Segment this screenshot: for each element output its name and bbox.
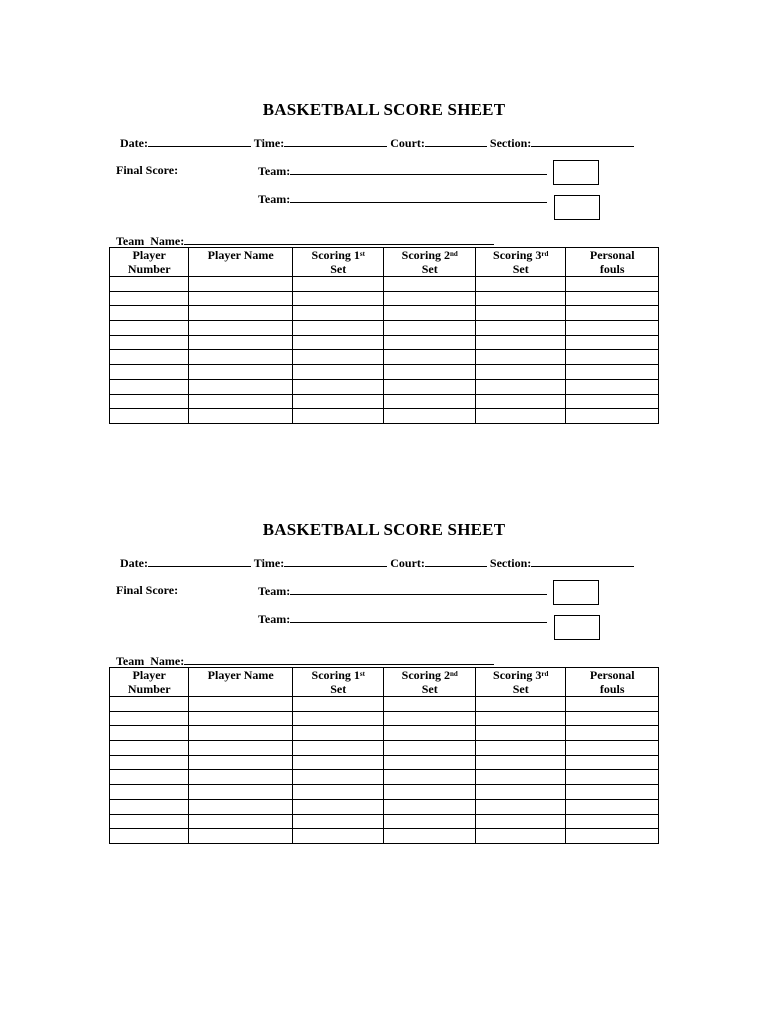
scoring-3rd-set-cell[interactable]	[475, 799, 565, 814]
table-row	[110, 770, 659, 785]
personal-fouls-cell[interactable]	[566, 277, 659, 292]
scoring-1st-set-cell[interactable]	[292, 785, 384, 800]
player-number-cell[interactable]	[110, 291, 189, 306]
table-header-row	[110, 248, 659, 277]
scoring-3rd-set-cell[interactable]	[475, 291, 565, 306]
scoring-1st-set-cell[interactable]	[292, 394, 384, 409]
score-table	[109, 667, 659, 844]
column-header-scoring-1st-set: Scoring 1st Set	[292, 248, 384, 277]
table-row	[110, 741, 659, 756]
player-name-cell[interactable]	[189, 829, 293, 844]
team-2-field[interactable]	[290, 191, 547, 203]
personal-fouls-cell[interactable]	[566, 335, 659, 350]
player-name-cell[interactable]	[189, 799, 293, 814]
scoring-2nd-set-cell[interactable]	[384, 741, 476, 756]
scoring-2nd-set-cell[interactable]	[384, 697, 476, 712]
scoring-2nd-set-cell[interactable]	[384, 726, 476, 741]
team-name-label: Team Name:	[116, 654, 185, 668]
player-number-cell[interactable]	[110, 785, 189, 800]
table-row	[110, 799, 659, 814]
scoring-3rd-set-cell[interactable]	[475, 321, 565, 336]
team-1-field[interactable]	[290, 583, 547, 595]
scoring-1st-set-cell[interactable]	[292, 335, 384, 350]
player-name-cell[interactable]	[189, 770, 293, 785]
player-number-cell[interactable]	[110, 350, 189, 365]
column-header-scoring-2nd-set: Scoring 2nd Set	[384, 248, 476, 277]
team-line-2	[258, 611, 547, 626]
scoring-1st-set-cell[interactable]	[292, 755, 384, 770]
scoring-3rd-set-cell[interactable]	[475, 785, 565, 800]
table-header-row	[110, 668, 659, 697]
team-label: Team:	[258, 612, 291, 626]
player-number-cell[interactable]	[110, 335, 189, 350]
scoring-2nd-set-cell[interactable]	[384, 829, 476, 844]
scoring-1st-set-cell[interactable]	[292, 799, 384, 814]
table-row	[110, 785, 659, 800]
personal-fouls-cell[interactable]	[566, 785, 659, 800]
table-row	[110, 726, 659, 741]
player-number-cell[interactable]	[110, 755, 189, 770]
scoring-3rd-set-cell[interactable]	[475, 306, 565, 321]
scoring-1st-set-cell[interactable]	[292, 321, 384, 336]
sheet-title: BASKETBALL SCORE SHEET	[262, 520, 506, 539]
player-number-cell[interactable]	[110, 711, 189, 726]
score-table	[109, 247, 659, 424]
personal-fouls-cell[interactable]	[566, 799, 659, 814]
scoring-2nd-set-cell[interactable]	[384, 799, 476, 814]
scoring-3rd-set-cell[interactable]	[475, 350, 565, 365]
player-name-cell[interactable]	[189, 711, 293, 726]
table-row	[110, 829, 659, 844]
team-line-1	[258, 163, 547, 178]
player-name-cell[interactable]	[189, 755, 293, 770]
scoring-1st-set-cell[interactable]	[292, 306, 384, 321]
player-number-cell[interactable]	[110, 814, 189, 829]
scoring-2nd-set-cell[interactable]	[384, 814, 476, 829]
player-name-cell[interactable]	[189, 741, 293, 756]
section-field[interactable]	[531, 555, 634, 567]
court-field[interactable]	[425, 135, 487, 147]
date-label: Date:	[120, 556, 148, 570]
table-row	[110, 755, 659, 770]
scoring-3rd-set-cell[interactable]	[475, 379, 565, 394]
scoring-1st-set-cell[interactable]	[292, 350, 384, 365]
time-field[interactable]	[284, 135, 387, 147]
table-row	[110, 291, 659, 306]
scoring-2nd-set-cell[interactable]	[384, 306, 476, 321]
scoring-1st-set-cell[interactable]	[292, 829, 384, 844]
time-field[interactable]	[284, 555, 387, 567]
personal-fouls-cell[interactable]	[566, 814, 659, 829]
column-header-personal-fouls: Personal fouls	[566, 248, 659, 277]
team-name-line	[116, 653, 494, 668]
player-name-cell[interactable]	[189, 350, 293, 365]
player-name-cell[interactable]	[189, 306, 293, 321]
scoring-1st-set-cell[interactable]	[292, 711, 384, 726]
player-number-cell[interactable]	[110, 697, 189, 712]
personal-fouls-cell[interactable]	[566, 829, 659, 844]
player-number-cell[interactable]	[110, 277, 189, 292]
player-number-cell[interactable]	[110, 741, 189, 756]
scoring-2nd-set-cell[interactable]	[384, 277, 476, 292]
personal-fouls-cell[interactable]	[566, 379, 659, 394]
table-row	[110, 321, 659, 336]
player-name-cell[interactable]	[189, 335, 293, 350]
team-2-score-box[interactable]	[554, 615, 600, 640]
scoring-2nd-set-cell[interactable]	[384, 770, 476, 785]
table-row	[110, 306, 659, 321]
team-name-field[interactable]	[184, 233, 494, 245]
section-label: Section:	[489, 136, 532, 150]
scoring-1st-set-cell[interactable]	[292, 277, 384, 292]
time-label: Time:	[253, 136, 285, 150]
scoring-2nd-set-cell[interactable]	[384, 335, 476, 350]
table-row	[110, 394, 659, 409]
player-name-cell[interactable]	[189, 379, 293, 394]
player-name-cell[interactable]	[189, 321, 293, 336]
team-name-line	[116, 233, 494, 248]
scoring-2nd-set-cell[interactable]	[384, 394, 476, 409]
player-name-cell[interactable]	[189, 291, 293, 306]
team-label: Team:	[258, 164, 291, 178]
scoring-2nd-set-cell[interactable]	[384, 785, 476, 800]
scoring-2nd-set-cell[interactable]	[384, 711, 476, 726]
scoring-3rd-set-cell[interactable]	[475, 277, 565, 292]
player-number-cell[interactable]	[110, 379, 189, 394]
scoring-3rd-set-cell[interactable]	[475, 697, 565, 712]
table-row	[110, 814, 659, 829]
personal-fouls-cell[interactable]	[566, 365, 659, 380]
table-row	[110, 697, 659, 712]
team-2-field[interactable]	[290, 611, 547, 623]
player-number-cell[interactable]	[110, 365, 189, 380]
scoring-3rd-set-cell[interactable]	[475, 726, 565, 741]
date-field[interactable]	[148, 555, 251, 567]
scoring-1st-set-cell[interactable]	[292, 770, 384, 785]
player-number-cell[interactable]	[110, 306, 189, 321]
scoring-3rd-set-cell[interactable]	[475, 741, 565, 756]
player-number-cell[interactable]	[110, 394, 189, 409]
scoring-3rd-set-cell[interactable]	[475, 770, 565, 785]
scoring-2nd-set-cell[interactable]	[384, 291, 476, 306]
scoring-2nd-set-cell[interactable]	[384, 755, 476, 770]
section-label: Section:	[489, 556, 532, 570]
player-name-cell[interactable]	[189, 394, 293, 409]
scoring-3rd-set-cell[interactable]	[475, 365, 565, 380]
sheet-title: BASKETBALL SCORE SHEET	[262, 100, 506, 119]
date-label: Date:	[120, 136, 148, 150]
column-header-player-name: Player Name	[189, 668, 293, 697]
personal-fouls-cell[interactable]	[566, 726, 659, 741]
final-score-label: Final Score:	[116, 583, 179, 597]
team-name-label: Team Name:	[116, 234, 185, 248]
column-header-player-number: Player Number	[110, 668, 189, 697]
team-line-1	[258, 583, 547, 598]
table-row	[110, 335, 659, 350]
player-name-cell[interactable]	[189, 697, 293, 712]
section-field[interactable]	[531, 135, 634, 147]
scoring-2nd-set-cell[interactable]	[384, 350, 476, 365]
scoring-1st-set-cell[interactable]	[292, 291, 384, 306]
player-name-cell[interactable]	[189, 785, 293, 800]
column-header-scoring-3rd-set: Scoring 3rd Set	[475, 668, 565, 697]
player-name-cell[interactable]	[189, 365, 293, 380]
scoring-3rd-set-cell[interactable]	[475, 755, 565, 770]
personal-fouls-cell[interactable]	[566, 306, 659, 321]
personal-fouls-cell[interactable]	[566, 291, 659, 306]
team-label: Team:	[258, 192, 291, 206]
column-header-scoring-3rd-set: Scoring 3rd Set	[475, 248, 565, 277]
scoring-1st-set-cell[interactable]	[292, 814, 384, 829]
personal-fouls-cell[interactable]	[566, 697, 659, 712]
table-row	[110, 350, 659, 365]
scoring-1st-set-cell[interactable]	[292, 365, 384, 380]
info-line	[120, 555, 634, 570]
time-label: Time:	[253, 556, 285, 570]
team-1-score-box[interactable]	[553, 580, 599, 605]
court-field[interactable]	[425, 555, 487, 567]
table-row	[110, 711, 659, 726]
column-header-scoring-1st-set: Scoring 1st Set	[292, 668, 384, 697]
personal-fouls-cell[interactable]	[566, 350, 659, 365]
scoring-3rd-set-cell[interactable]	[475, 394, 565, 409]
scoring-3rd-set-cell[interactable]	[475, 829, 565, 844]
player-number-cell[interactable]	[110, 726, 189, 741]
scoring-1st-set-cell[interactable]	[292, 379, 384, 394]
table-row	[110, 379, 659, 394]
scoring-1st-set-cell[interactable]	[292, 697, 384, 712]
scoring-1st-set-cell[interactable]	[292, 741, 384, 756]
scoring-2nd-set-cell[interactable]	[384, 321, 476, 336]
info-line	[120, 135, 634, 150]
date-field[interactable]	[148, 135, 251, 147]
personal-fouls-cell[interactable]	[566, 394, 659, 409]
column-header-scoring-2nd-set: Scoring 2nd Set	[384, 668, 476, 697]
scoring-3rd-set-cell[interactable]	[475, 335, 565, 350]
player-number-cell[interactable]	[110, 799, 189, 814]
final-score-label: Final Score:	[116, 163, 179, 177]
personal-fouls-cell[interactable]	[566, 741, 659, 756]
team-1-field[interactable]	[290, 163, 547, 175]
scoring-1st-set-cell[interactable]	[292, 726, 384, 741]
court-label: Court:	[390, 136, 425, 150]
court-label: Court:	[390, 556, 425, 570]
player-name-cell[interactable]	[189, 277, 293, 292]
player-name-cell[interactable]	[189, 726, 293, 741]
team-label: Team:	[258, 584, 291, 598]
team-line-2	[258, 191, 547, 206]
player-number-cell[interactable]	[110, 770, 189, 785]
personal-fouls-cell[interactable]	[566, 770, 659, 785]
player-number-cell[interactable]	[110, 321, 189, 336]
column-header-player-name: Player Name	[189, 248, 293, 277]
column-header-player-number: Player Number	[110, 248, 189, 277]
table-row	[110, 365, 659, 380]
team-name-field[interactable]	[184, 653, 494, 665]
team-1-score-box[interactable]	[553, 160, 599, 185]
personal-fouls-cell[interactable]	[566, 755, 659, 770]
personal-fouls-cell[interactable]	[566, 711, 659, 726]
column-header-personal-fouls: Personal fouls	[566, 668, 659, 697]
scoring-2nd-set-cell[interactable]	[384, 379, 476, 394]
team-2-score-box[interactable]	[554, 195, 600, 220]
scoring-3rd-set-cell[interactable]	[475, 814, 565, 829]
score-sheet-1	[0, 0, 768, 420]
player-number-cell[interactable]	[110, 829, 189, 844]
table-row	[110, 277, 659, 292]
personal-fouls-cell[interactable]	[566, 321, 659, 336]
scoring-3rd-set-cell[interactable]	[475, 711, 565, 726]
score-sheet-2	[0, 420, 768, 840]
player-name-cell[interactable]	[189, 814, 293, 829]
scoring-2nd-set-cell[interactable]	[384, 365, 476, 380]
